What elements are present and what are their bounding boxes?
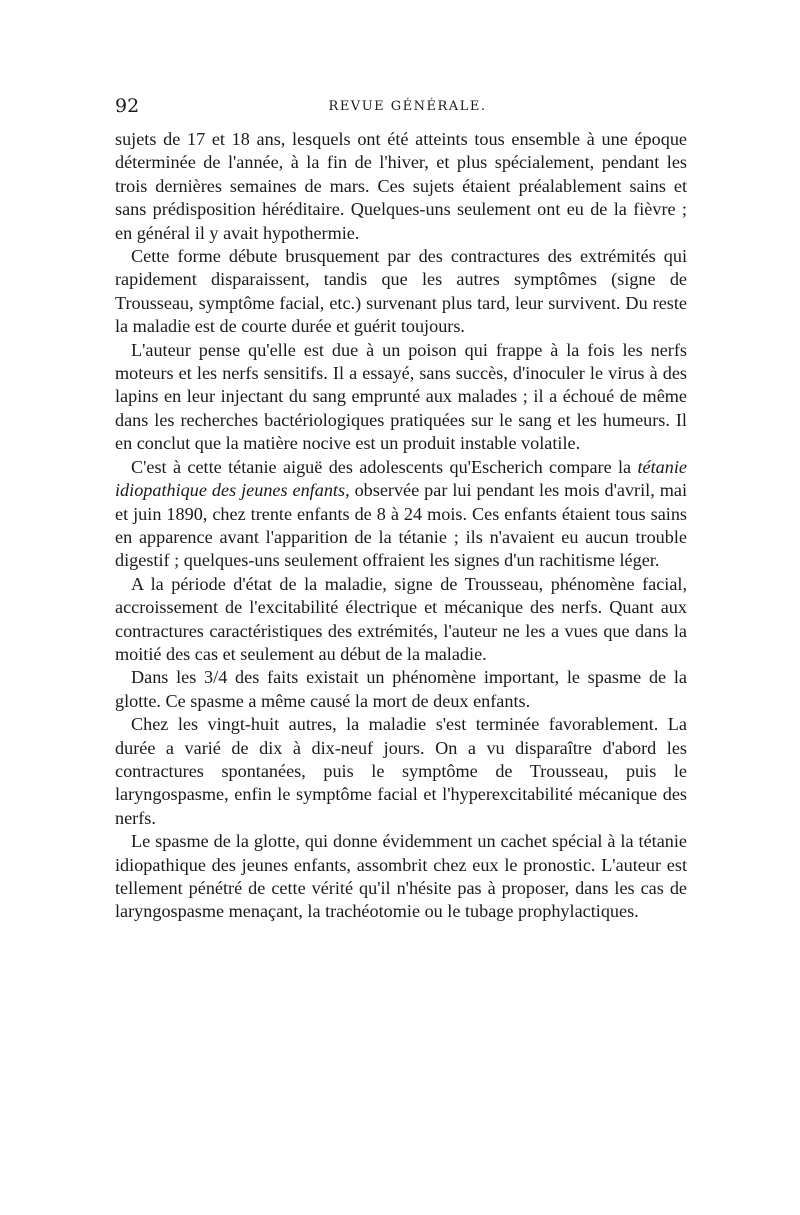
page-number: 92 bbox=[115, 95, 140, 117]
paragraph-text-end: , observée par lui pendant les mois d'avril, mai et juin 1890, chez trente enfants de 8 à 24 mois. Ces enfants étaient tous sains en apparence avant l'apparition de la tétanie ; ils n'avaient eu aucun trouble digestif ; quelques-uns seulement offraient les signes d'un rachitisme léger. bbox=[115, 480, 687, 571]
paragraph: Dans les 3/4 des faits existait un phénomène important, le spasme de la glotte. Ce spasme a même causé la mort de deux enfants. bbox=[115, 667, 687, 711]
paragraph: Chez les vingt-huit autres, la maladie s'est terminée favorablement. La durée a varié de dix à dix-neuf jours. On a vu disparaître d'abord les contractures spontanées, puis le symptôme de Trousseau, puis le laryngospasme, enfin le symptôme facial et l'hyperexcitabilité mécanique des nerfs. bbox=[115, 714, 687, 828]
body-text bbox=[115, 128, 687, 924]
journal-title: REVUE GÉNÉRALE. bbox=[328, 99, 487, 114]
paragraph: Le spasme de la glotte, qui donne évidemment un cachet spécial à la tétanie idiopathique des jeunes enfants, assombrit chez eux le pronostic. L'auteur est tellement pénétré de cette vérité qu'il n'hésite pas à proposer, dans les cas de laryngospasme menaçant, la trachéotomie ou le tubage prophylactiques. bbox=[115, 831, 687, 922]
paragraph: Cette forme débute brusquement par des contractures des extrémités qui rapidement disparaissent, tandis que les autres symptômes (signe de Trousseau, symptôme facial, etc.) survenant plus tard, leur survivent. Du reste la maladie est de courte durée et guérit toujours. bbox=[115, 246, 687, 337]
paragraph: sujets de 17 et 18 ans, lesquels ont été atteints tous ensemble à une époque déterminée de l'année, à la fin de l'hiver, et plus spécialement, pendant les trois dernières semaines de mars. Ces sujets étaient préalablement sains et sans prédisposition héréditaire. Quelques-uns seulement ont eu de la fièvre ; en général il y avait hypothermie. bbox=[115, 129, 687, 243]
paragraph: L'auteur pense qu'elle est due à un poison qui frappe à la fois les nerfs moteurs et les nerfs sensitifs. Il a essayé, sans succès, d'inoculer le virus à des lapins en leur injectant du sang emprunté aux malades ; il a échoué de même dans les recherches bactériologiques pratiquées sur le sang et les humeurs. Il en conclut que la matière nocive est un produit instable volatile. bbox=[115, 339, 687, 454]
paragraph-escherich bbox=[115, 456, 687, 573]
paragraph: A la période d'état de la maladie, signe de Trousseau, phénomène facial, accroissement de l'excitabilité électrique et mécanique des nerfs. Quant aux contractures caractéristiques des extrémités, l'auteur ne les a vues que dans la moitié des cas et seulement au début de la maladie. bbox=[115, 573, 687, 664]
italic-term: tétanie idiopathique des jeunes enfants bbox=[115, 456, 687, 501]
paragraph-text-start: C'est à cette tétanie aiguë des adolescents qu'Escherich compare la bbox=[131, 456, 638, 477]
running-head bbox=[115, 95, 700, 121]
